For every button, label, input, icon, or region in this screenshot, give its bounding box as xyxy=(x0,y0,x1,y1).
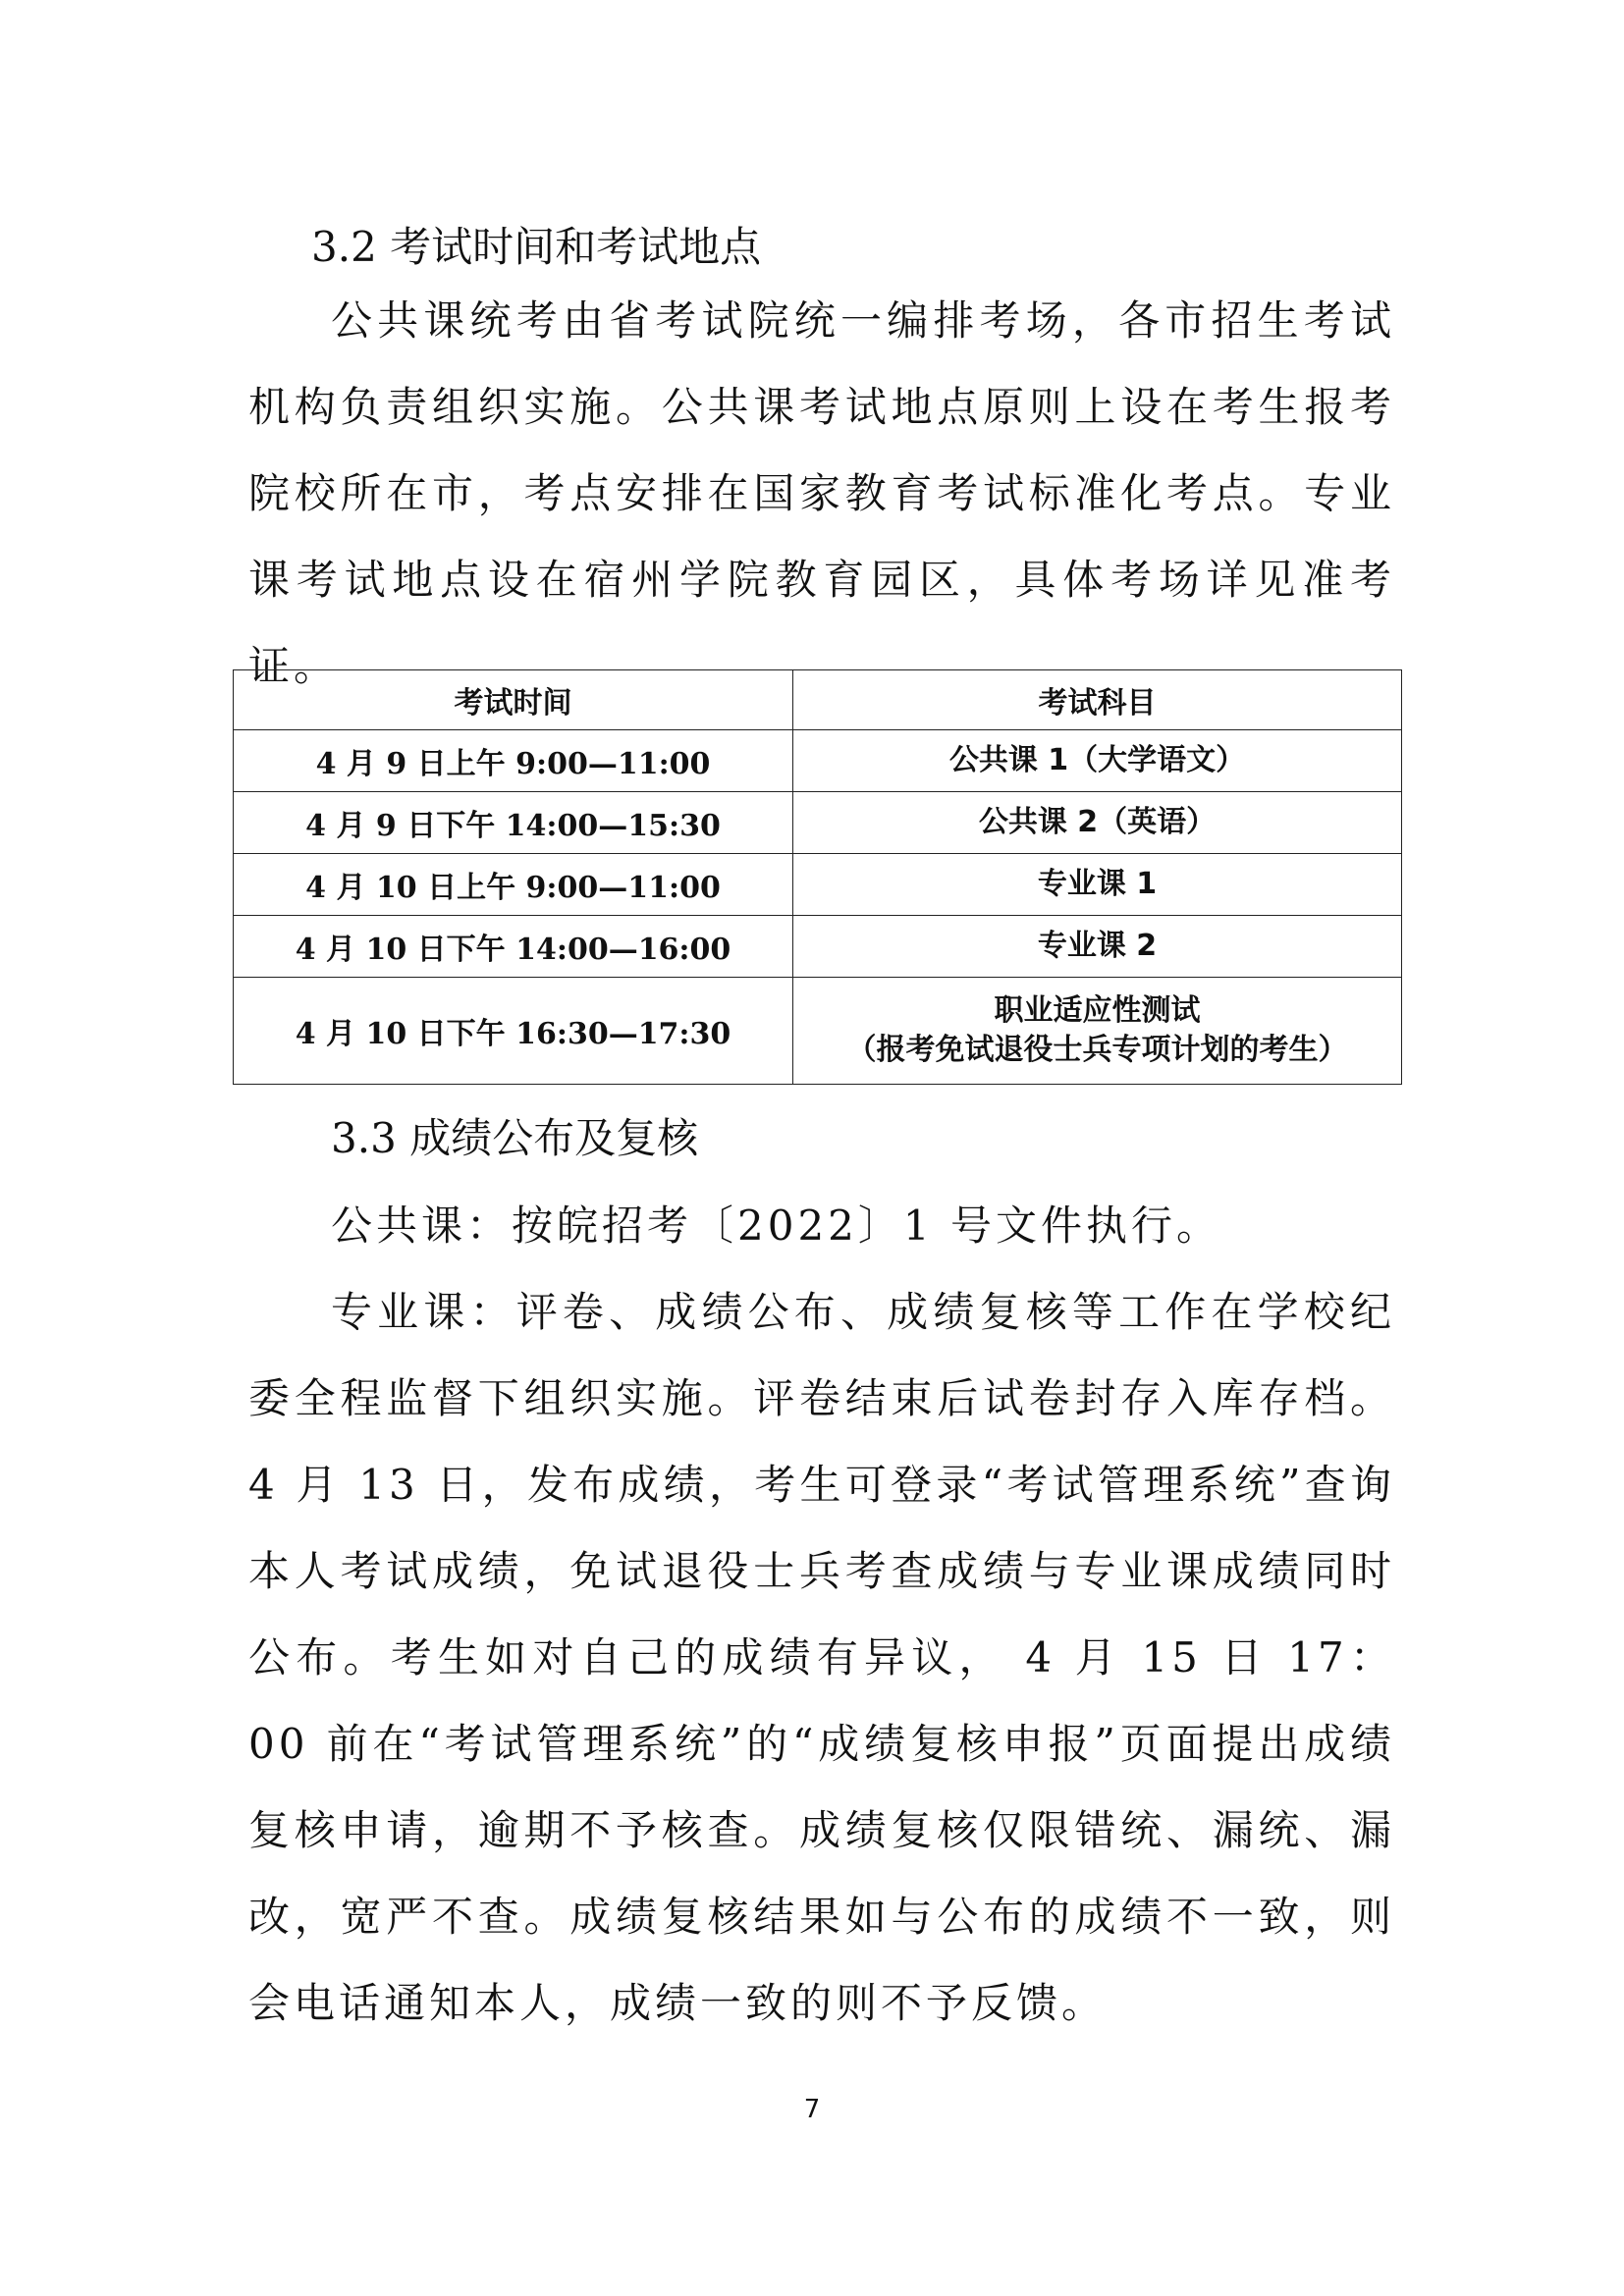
public-course-paragraph: 公共课：按皖招考〔2022〕1 号文件执行。 xyxy=(331,1201,1221,1250)
page-number: 7 xyxy=(803,2095,821,2124)
exam-time-cell: 4 月 9 日下午 14:00—15:30 xyxy=(234,792,793,854)
table-row xyxy=(234,916,1402,978)
subject-line: 公共课 2（英语） xyxy=(978,805,1217,839)
exam-time-cell: 4 月 10 日下午 14:00—16:00 xyxy=(234,916,793,978)
exam-subject-cell xyxy=(793,730,1402,792)
exam-subject-cell xyxy=(793,978,1402,1085)
exam-subject-cell xyxy=(793,792,1402,854)
subject-line: 专业课 1 xyxy=(1037,867,1158,901)
table-header-row xyxy=(234,670,1402,730)
exam-time-cell: 4 月 10 日上午 9:00—11:00 xyxy=(234,854,793,916)
exam-schedule-table xyxy=(233,669,1402,1085)
table-row xyxy=(234,730,1402,792)
exam-time-cell: 4 月 10 日下午 16:30—17:30 xyxy=(234,978,793,1085)
subject-line: 专业课 2 xyxy=(1037,929,1158,963)
exam-time-cell: 4 月 9 日上午 9:00—11:00 xyxy=(234,730,793,792)
header-exam-time: 考试时间 xyxy=(234,670,793,730)
section-3-3-heading: 3.3 成绩公布及复核 xyxy=(331,1114,699,1162)
exam-subject-cell xyxy=(793,854,1402,916)
subject-line: 公共课 1（大学语文） xyxy=(948,743,1246,777)
exam-subject-cell xyxy=(793,916,1402,978)
section-3-2-heading: 3.2 考试时间和考试地点 xyxy=(311,223,762,271)
section-3-2-paragraph: 公共课统考由省考试院统一编排考场，各市招生考试机构负责组织实施。公共课考试地点原则上设在考生报考院校所在市，考点安排在国家教育考试标准化考点。专业课考试地点设在宿州学院教育园区，具体考场详见准考证。 xyxy=(248,296,1395,690)
table-row xyxy=(234,978,1402,1085)
header-exam-subject: 考试科目 xyxy=(793,670,1402,730)
subject-note-line: （报考免试退役士兵专项计划的考生） xyxy=(846,1033,1348,1067)
professional-course-paragraph: 专业课：评卷、成绩公布、成绩复核等工作在学校纪委全程监督下组织实施。评卷结束后试卷封存入库存档。4 月 13 日，发布成绩，考生可登录“考试管理系统”查询本人考试成绩，免试退役士兵考查成绩与专业课成绩同时公布。考生如对自己的成绩有异议， 4 月 15 日 17：00 前在“考试管理系统”的“成绩复核申报”页面提出成绩复核申请，逾期不予核查。成绩复核仅限错统、漏统、漏改，宽严不查。成绩复核结果如与公布的成绩不一致，则会电话通知本人，成绩一致的则不予反馈。 xyxy=(248,1288,1395,2027)
table-row xyxy=(234,792,1402,854)
table-row xyxy=(234,854,1402,916)
subject-line: 职业适应性测试 xyxy=(994,993,1201,1028)
